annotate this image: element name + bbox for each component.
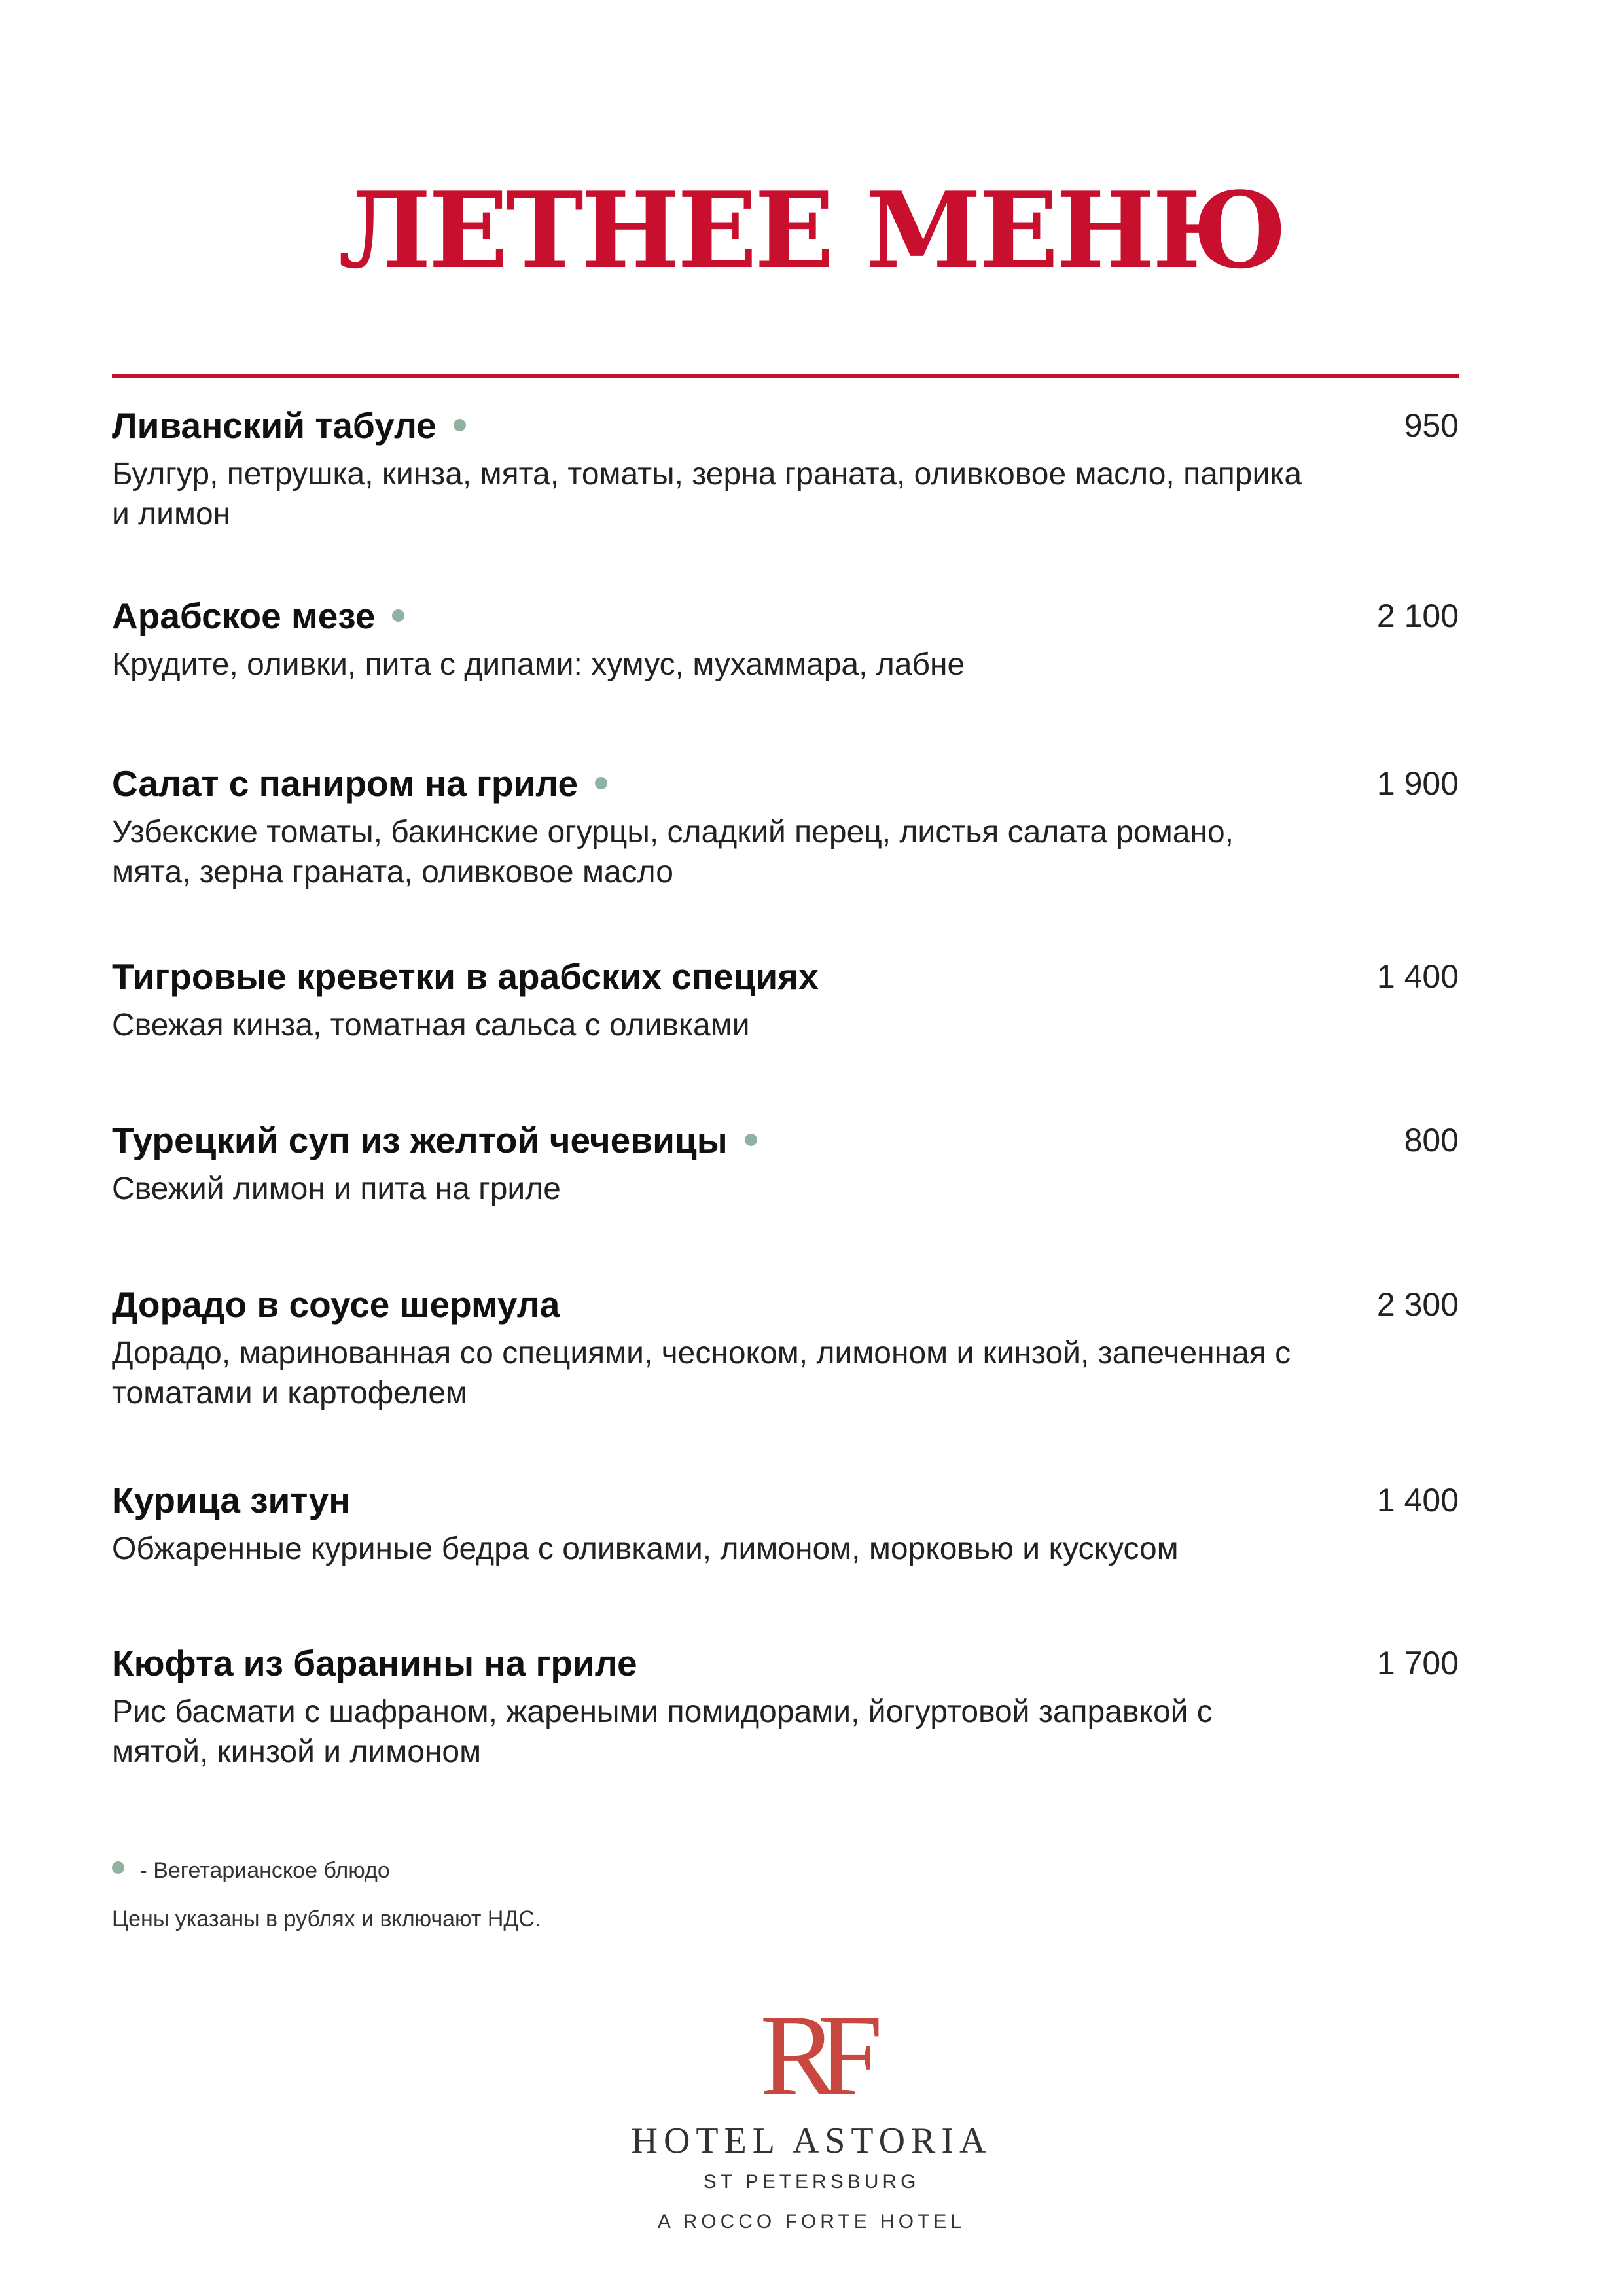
vegetarian-dot-icon: [745, 1134, 757, 1146]
menu-item-price: 1 400: [1376, 958, 1459, 995]
menu-title: ЛЕТНЕЕ МЕНЮ: [338, 169, 1285, 292]
menu-item-description: Свежая кинза, томатная сальса с оливками: [112, 1008, 750, 1043]
menu-item-price: 800: [1404, 1122, 1459, 1158]
menu-item-description: Обжаренные куриные бедра с оливками, лимоном, морковью и кускусом: [112, 1532, 1179, 1566]
menu-item-header: [112, 583, 404, 649]
logo-letters: RF: [760, 2003, 863, 2108]
menu-item-header: [112, 1272, 560, 1337]
menu-item-name: Турецкий суп из желтой чечевицы: [112, 1120, 728, 1160]
menu-item-price: 1 400: [1376, 1482, 1459, 1518]
menu-item-header: [112, 751, 607, 816]
menu-item-description: Крудите, оливки, пита с дипами: хумус, мухаммара, лабне: [112, 647, 965, 682]
hotel-city: ST PETERSBURG: [703, 2171, 920, 2193]
vegetarian-dot-icon: [112, 1861, 124, 1874]
menu-item-name: Кюфта из баранины на гриле: [112, 1643, 637, 1683]
menu-item-name: Ливанский табуле: [112, 405, 437, 446]
menu-item-price: 950: [1404, 407, 1459, 444]
menu-item-price: 1 700: [1376, 1645, 1459, 1681]
menu-item-name: Арабское мезе: [112, 596, 376, 636]
menu-item-description: Булгур, петрушка, кинза, мята, томаты, зерна граната, оливковое масло, паприка и лимон: [112, 457, 1302, 531]
menu-item-header: [112, 1467, 350, 1533]
menu-item-name: Салат с паниром на гриле: [112, 763, 579, 804]
title-divider: [112, 374, 1459, 378]
vegetarian-legend: [112, 1856, 390, 1885]
menu-item-description: Рис басмати с шафраном, жареными помидорами, йогуртовой заправкой с мятой, кинзой и лимоном: [112, 1695, 1213, 1769]
menu-item-price: 2 300: [1376, 1286, 1459, 1323]
menu-item-name: Курица зитун: [112, 1480, 351, 1520]
menu-item-header: [112, 1630, 637, 1696]
hotel-tagline: A ROCCO FORTE HOTEL: [657, 2211, 966, 2233]
menu-item-price: 2 100: [1376, 598, 1459, 634]
menu-item-price: 1 900: [1376, 765, 1459, 802]
menu-item-description: Дорадо, маринованная со специями, чесноком, лимоном и кинзой, запеченная с томатами и картофелем: [112, 1336, 1291, 1410]
menu-item-name: Тигровые креветки в арабских специях: [112, 956, 819, 997]
hotel-name: HOTEL ASTORIA: [631, 2121, 992, 2161]
vegetarian-dot-icon: [392, 609, 404, 622]
vegetarian-dot-icon: [595, 777, 607, 789]
rf-monogram-icon: [741, 2003, 882, 2108]
menu-item-name: Дорадо в соусе шермула: [112, 1284, 560, 1325]
menu-item-header: [112, 1107, 757, 1173]
menu-item-description: Узбекские томаты, бакинские огурцы, сладкий перец, листья салата романо, мята, зерна граната, оливковое масло: [112, 815, 1234, 889]
menu-item-header: [112, 944, 819, 1009]
legend-text: - Вегетарианское блюдо: [134, 1858, 390, 1883]
price-note: Цены указаны в рублях и включают НДС.: [112, 1907, 541, 1931]
menu-item-header: [112, 393, 466, 458]
vegetarian-dot-icon: [454, 419, 466, 431]
menu-item-description: Свежий лимон и пита на гриле: [112, 1172, 561, 1206]
